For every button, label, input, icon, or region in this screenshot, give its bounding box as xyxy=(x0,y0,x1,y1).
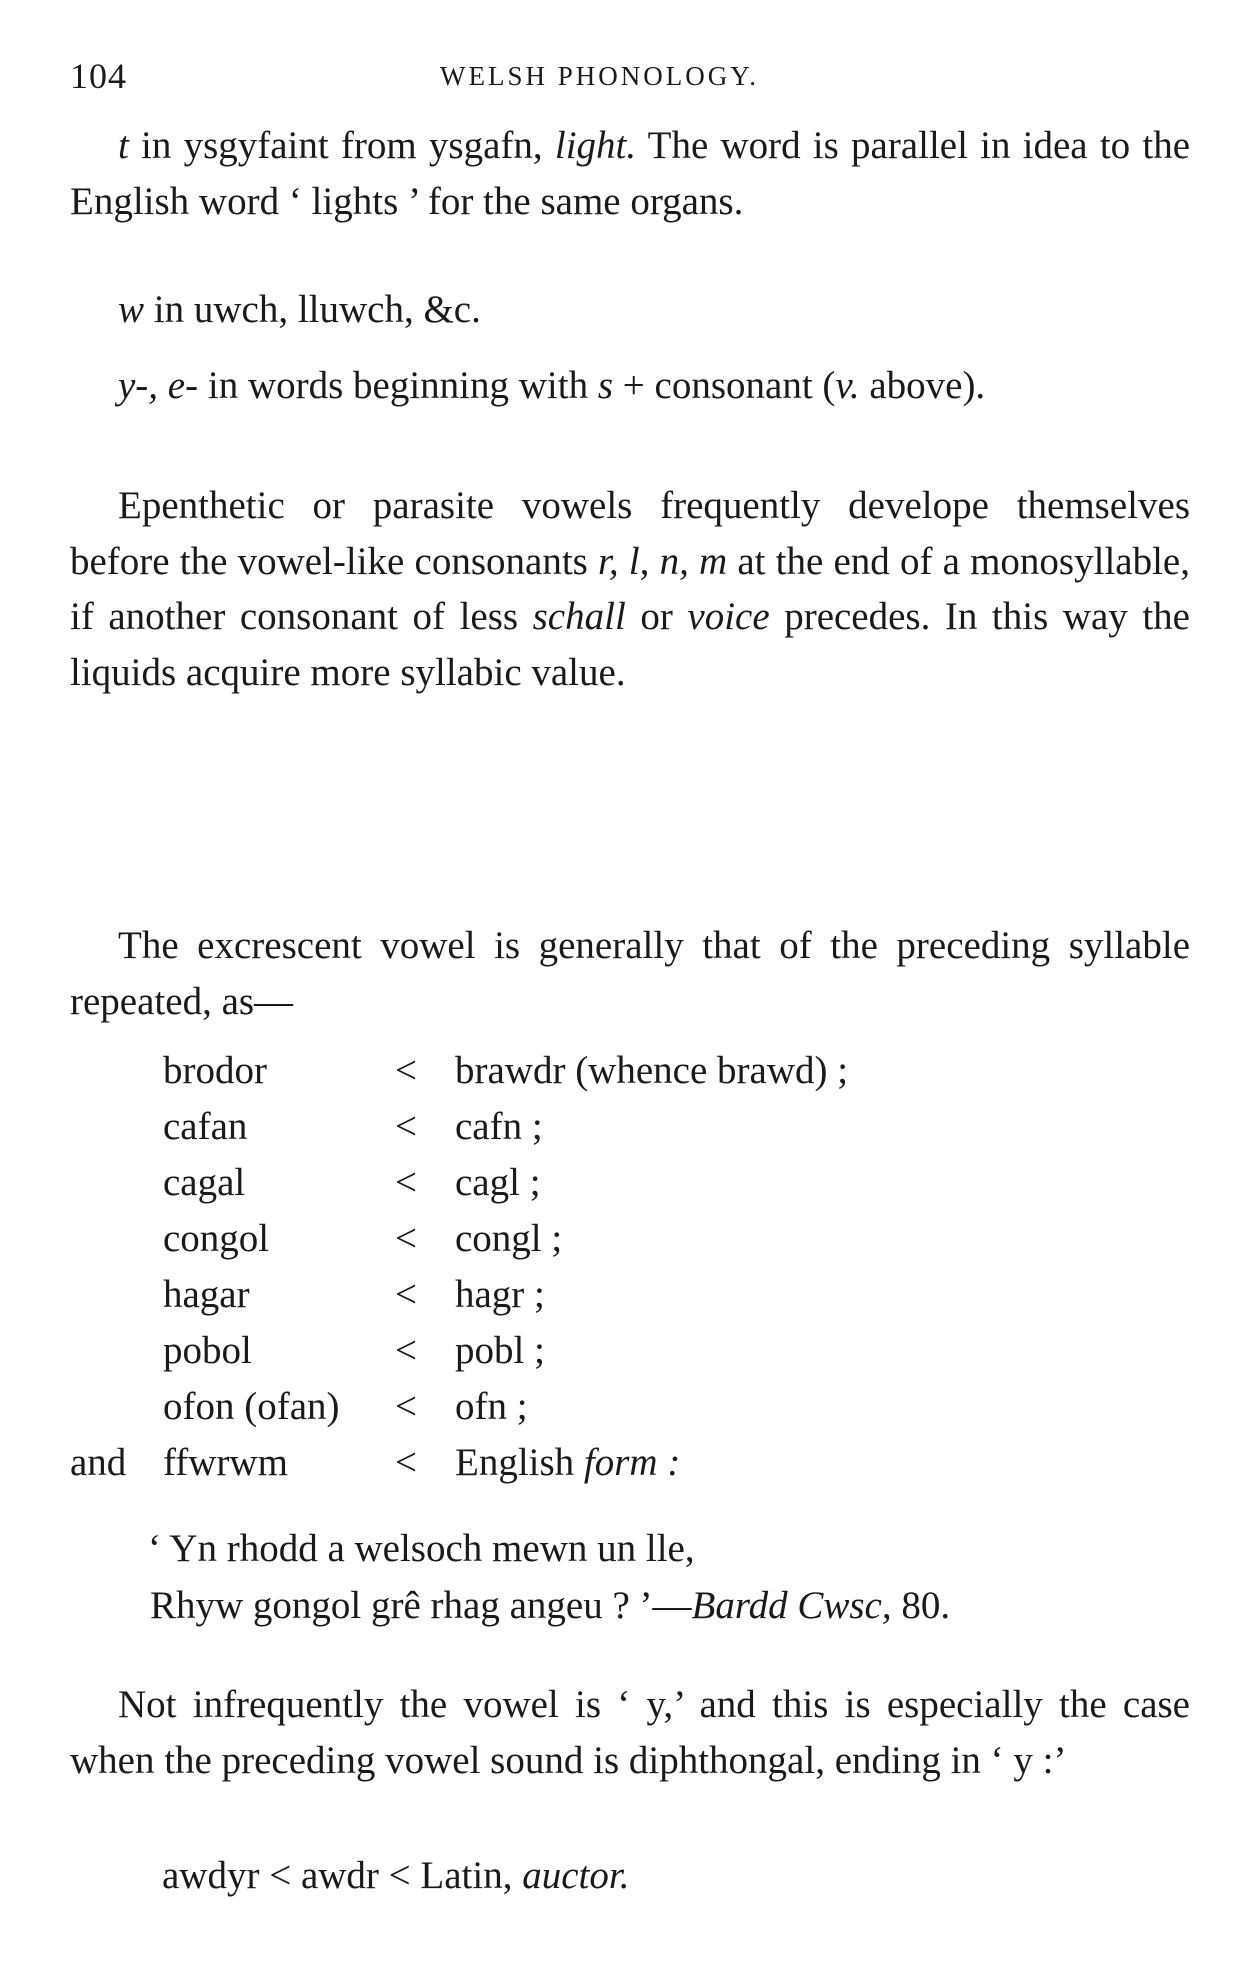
verse-quotation xyxy=(70,1520,1190,1634)
page-header xyxy=(70,55,1190,105)
welsh-word: pobol xyxy=(163,1329,252,1372)
welsh-word: ofon (ofan) xyxy=(163,1385,340,1428)
derivation-operator: < xyxy=(395,1217,417,1260)
derivation-prefix: and xyxy=(70,1441,127,1484)
derivation-operator: < xyxy=(395,1105,417,1148)
page-number: 104 xyxy=(70,56,127,96)
derivation-list xyxy=(70,1048,1190,1496)
derivation-row xyxy=(70,1104,1190,1160)
derivation-row xyxy=(70,1160,1190,1216)
citation-source: Bardd Cwsc, xyxy=(691,1584,892,1627)
derivation-row xyxy=(70,1384,1190,1440)
letter-t: t xyxy=(118,124,129,167)
source-word: ofn ; xyxy=(455,1385,528,1428)
paragraph-excrescent: The excrescent vowel is generally that of the preceding syllable repeated, as— xyxy=(70,924,1190,1023)
derivation-row xyxy=(70,1440,1190,1496)
paragraph-t: t in ysgyfaint from ysgafn, light. The word is parallel in idea to the English word ‘ lights ’ for the same organs. xyxy=(70,124,1191,223)
welsh-word: brodor xyxy=(163,1049,267,1092)
letters-y-e: y-, e- xyxy=(118,364,199,407)
derivation-row xyxy=(70,1328,1190,1384)
page xyxy=(70,0,1190,1986)
paragraph-epenthetic: Epenthetic or parasite vowels frequently develope themselves before the vowel-like consonants r, l, n, m at the end of a monosyllable, if another consonant of less schall or voice precedes. In this way the liquids acquire more syllabic value. xyxy=(70,484,1190,694)
final-example: awdyr < awdr < Latin, auctor. xyxy=(162,1854,630,1897)
verse-line: ‘ Yn rhodd a welsoch mewn un lle, xyxy=(148,1527,695,1570)
derivation-operator: < xyxy=(395,1441,417,1484)
running-title: WELSH PHONOLOGY. xyxy=(440,61,760,91)
welsh-word: cagal xyxy=(163,1161,246,1204)
derivation-operator: < xyxy=(395,1329,417,1372)
derivation-row xyxy=(70,1216,1190,1272)
source-word: pobl ; xyxy=(455,1329,545,1372)
source-word: brawdr (whence brawd) ; xyxy=(455,1049,849,1092)
source-word: hagr ; xyxy=(455,1273,545,1316)
paragraph-infrequent: Not infrequently the vowel is ‘ y,’ and this is especially the case when the preceding vowel sound is diphthongal, ending in ‘ y :’ xyxy=(70,1683,1190,1782)
derivation-operator: < xyxy=(395,1385,417,1428)
paragraph-w: w in uwch, lluwch, &c. xyxy=(118,288,481,331)
welsh-word: hagar xyxy=(163,1273,250,1316)
verse-line: Rhyw gongol grê rhag angeu ? ’—Bardd Cwsc, 80. xyxy=(150,1584,951,1627)
source-word: English form : xyxy=(455,1441,681,1484)
welsh-word: cafan xyxy=(163,1105,248,1148)
derivation-operator: < xyxy=(395,1273,417,1316)
paragraph-y: y-, e- in words beginning with s + consonant (v. above). xyxy=(118,364,986,407)
letter-w: w xyxy=(118,288,145,331)
derivation-row xyxy=(70,1048,1190,1104)
welsh-word: congol xyxy=(163,1217,270,1260)
derivation-operator: < xyxy=(395,1161,417,1204)
derivation-row xyxy=(70,1272,1190,1328)
source-word: cafn ; xyxy=(455,1105,543,1148)
welsh-word: ffwrwm xyxy=(163,1441,288,1484)
derivation-operator: < xyxy=(395,1049,417,1092)
source-word: cagl ; xyxy=(455,1161,541,1204)
source-word: congl ; xyxy=(455,1217,563,1260)
